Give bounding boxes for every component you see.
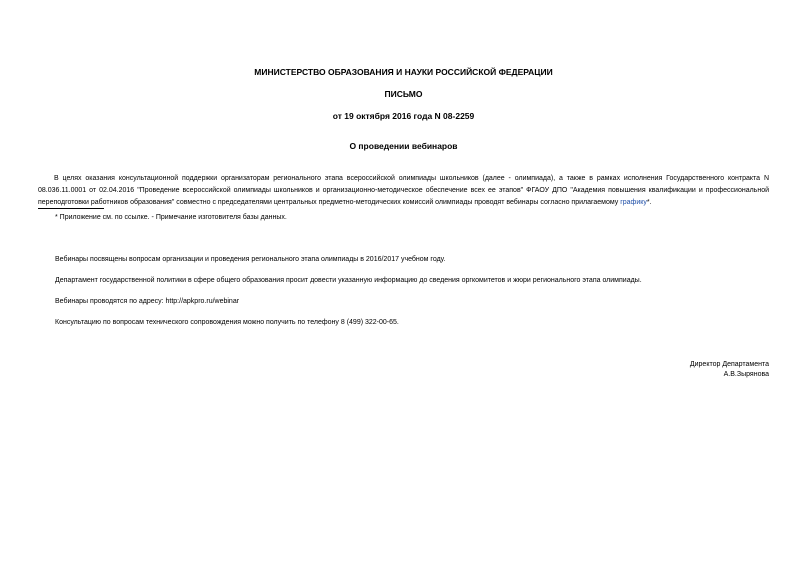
paragraph-topic: Вебинары посвящены вопросам организации и проведения регионального этапа олимпиады в 2016/2017 учебном году. bbox=[55, 256, 446, 263]
paragraph-webinar-address: Вебинары проводятся по адресу: http://apkpro.ru/webinar bbox=[55, 298, 240, 305]
schedule-link[interactable]: графику bbox=[620, 199, 647, 206]
paragraph-support-phone: Консультацию по вопросам технического сопровождения можно получить по телефону 8 (499) 322-00-65. bbox=[55, 319, 399, 326]
footnote-divider bbox=[38, 208, 104, 209]
main-paragraph-text: В целях оказания консультационной поддержки организаторам регионального этапа всероссийской олимпиады школьников (далее - олимпиада), а также в рамках исполнения Государственного контракта N 08.036.11.0001 от 02.04.2016 "Проведение всероссийской олимпиады школьников и организационно-методическое обеспечение всех ее этапов" ФГАОУ ДПО "Академия повышения квалификации и профессиональной переподготовки работников образования" совместно с председателями центральных предметно-методических комиссий олимпиады проводят вебинары согласно прилагаемому bbox=[38, 175, 769, 206]
main-paragraph-end: *. bbox=[646, 199, 652, 206]
main-paragraph bbox=[38, 173, 769, 209]
subject-heading: О проведении вебинаров bbox=[349, 141, 458, 151]
signature-title: Директор Департамента bbox=[689, 361, 769, 368]
date-number-heading: от 19 октября 2016 года N 08-2259 bbox=[332, 111, 475, 121]
document-type-heading: ПИСЬМО bbox=[384, 89, 423, 99]
paragraph-request: Департамент государственной политики в сфере общего образования просит довести указанную информацию до сведения оргкомитетов и жюри регионального этапа олимпиады. bbox=[55, 277, 642, 284]
ministry-heading: МИНИСТЕРСТВО ОБРАЗОВАНИЯ И НАУКИ РОССИЙСКОЙ ФЕДЕРАЦИИ bbox=[254, 67, 553, 77]
footnote: * Приложение см. по ссылке. - Примечание изготовителя базы данных. bbox=[55, 214, 287, 221]
signature-name: А.В.Зырянова bbox=[723, 371, 769, 378]
